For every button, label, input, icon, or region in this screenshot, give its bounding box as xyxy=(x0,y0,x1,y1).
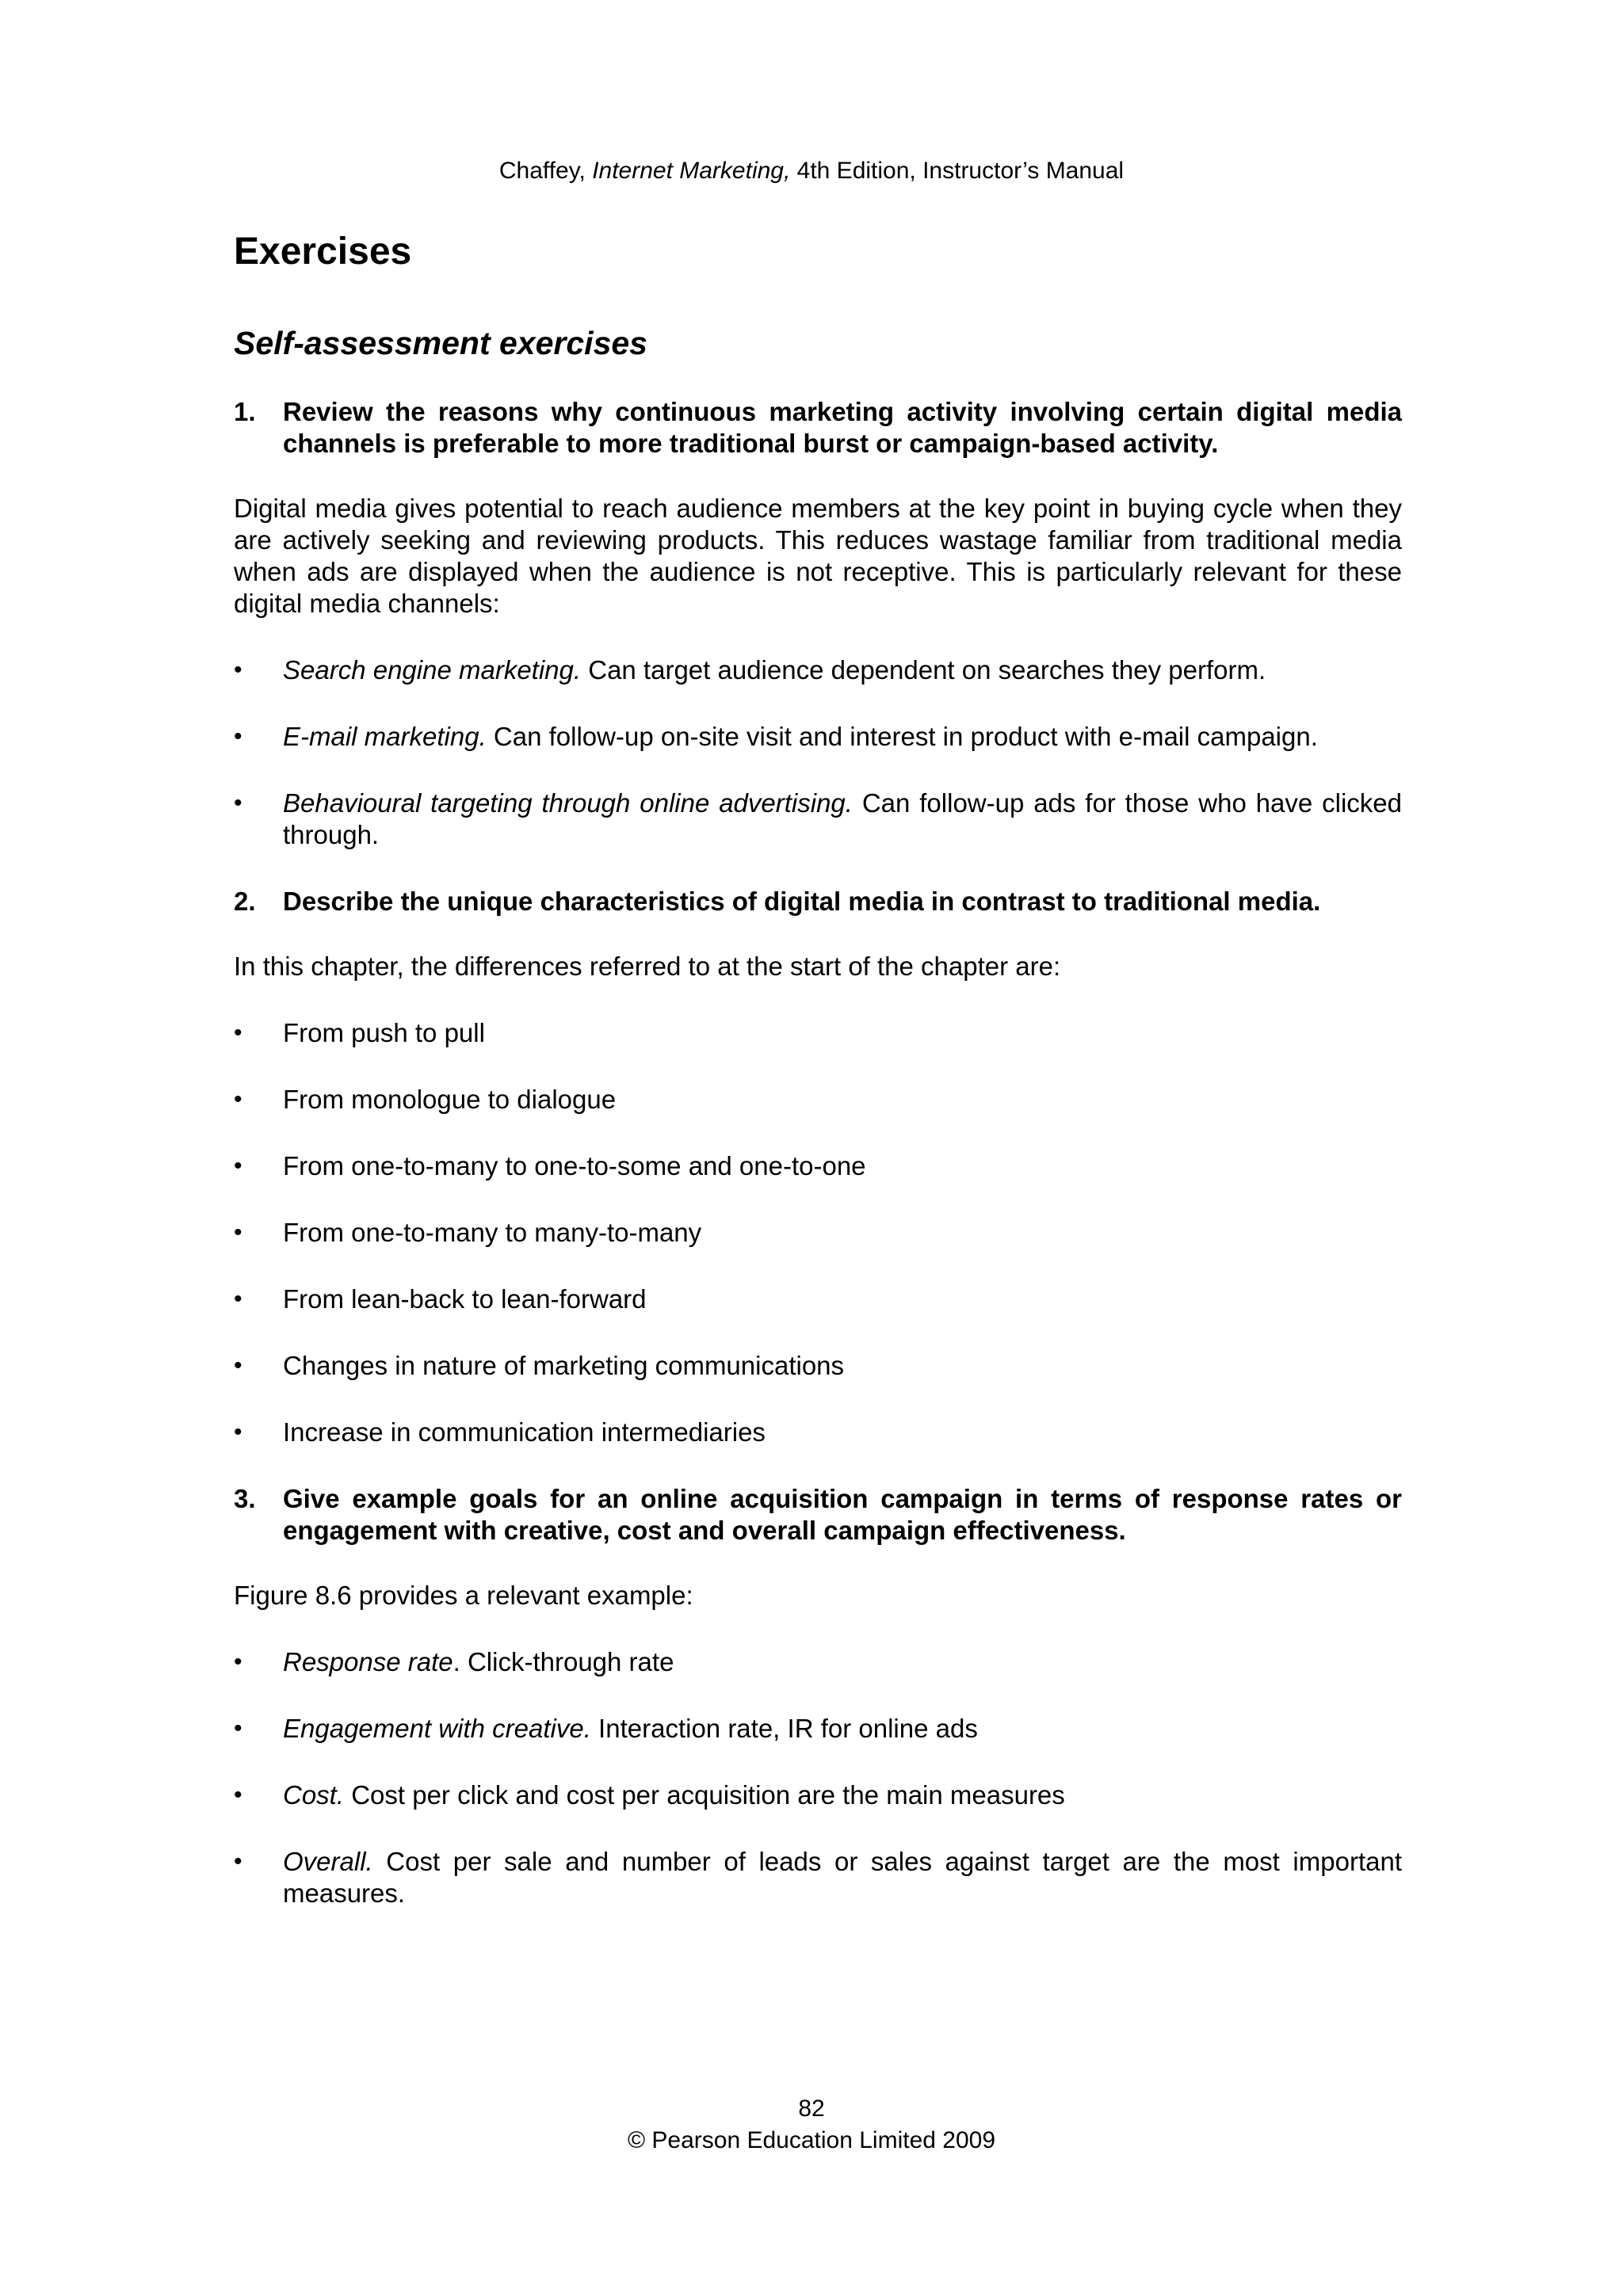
copyright-notice: © Pearson Education Limited 2009 xyxy=(627,2127,996,2153)
bullet-text: From lean-back to lean-forward xyxy=(283,1284,647,1314)
list-item xyxy=(234,721,1402,753)
bullet-text: Increase in communication intermediaries xyxy=(283,1417,766,1447)
list-item xyxy=(234,1017,1402,1049)
section-heading: Exercises xyxy=(234,231,412,273)
header-author: Chaffey, xyxy=(498,158,593,184)
bullet-icon: • xyxy=(234,1020,242,1046)
bullet-term: Overall. xyxy=(283,1847,373,1876)
question-text: Describe the unique characteristics of digital media in contrast to traditional media. xyxy=(283,887,1321,916)
list-item xyxy=(234,1713,1402,1745)
page-footer xyxy=(0,2093,1623,2157)
bullet-term: Search engine marketing. xyxy=(283,655,582,685)
bullet-term: Response rate xyxy=(283,1647,453,1676)
bullet-icon: • xyxy=(234,1352,242,1379)
question-text: Review the reasons why continuous marketing activity involving certain digital media channels is preferable to more traditional burst or campaign-based activity. xyxy=(283,397,1402,458)
answer-paragraph: Figure 8.6 provides a relevant example: xyxy=(234,1581,693,1610)
question-number: 1. xyxy=(234,397,256,426)
bullet-icon: • xyxy=(234,1419,242,1445)
question-1 xyxy=(234,396,1402,460)
list-item xyxy=(234,1150,1402,1182)
bullet-text: From monologue to dialogue xyxy=(283,1085,617,1114)
list-item xyxy=(234,1350,1402,1382)
page-content xyxy=(234,230,1402,1944)
bullet-term: Behavioural targeting through online advertising. xyxy=(283,788,853,818)
bullet-text: Can target audience dependent on searches they perform. xyxy=(581,655,1266,685)
header-book-title: Internet Marketing, xyxy=(592,158,791,184)
list-item xyxy=(234,1846,1402,1909)
question-text: Give example goals for an online acquisition campaign in terms of response rates or engagement with creative, cost and overall campaign effectiveness. xyxy=(283,1484,1402,1545)
bullet-text: . Click-through rate xyxy=(453,1647,674,1676)
bullet-text: Cost per sale and number of leads or sales against target are the most important measures. xyxy=(283,1847,1402,1908)
bullet-icon: • xyxy=(234,723,242,749)
answer-paragraph: In this chapter, the differences referred to at the start of the chapter are: xyxy=(234,952,1061,981)
bullet-icon: • xyxy=(234,1153,242,1179)
bullet-text: Cost per click and cost per acquisition are the main measures xyxy=(344,1780,1065,1810)
bullet-list xyxy=(234,1646,1402,1909)
bullet-icon: • xyxy=(234,1782,242,1808)
bullet-icon: • xyxy=(234,657,242,683)
bullet-term: E-mail marketing. xyxy=(283,722,487,751)
question-number: 2. xyxy=(234,887,256,916)
bullet-text: Interaction rate, IR for online ads xyxy=(590,1714,978,1743)
bullet-icon: • xyxy=(234,790,242,816)
bullet-icon: • xyxy=(234,1086,242,1112)
running-header xyxy=(0,155,1623,187)
list-item xyxy=(234,1283,1402,1315)
bullet-text: Can follow-up on-site visit and interest in product with e-mail campaign. xyxy=(486,722,1318,751)
bullet-text: Changes in nature of marketing communications xyxy=(283,1351,845,1380)
list-item xyxy=(234,1217,1402,1249)
bullet-icon: • xyxy=(234,1848,242,1875)
header-edition: 4th Edition, Instructor’s Manual xyxy=(790,158,1125,184)
list-item xyxy=(234,1779,1402,1811)
bullet-text: From push to pull xyxy=(283,1018,485,1047)
list-item xyxy=(234,1417,1402,1448)
bullet-term: Cost. xyxy=(283,1780,345,1810)
page-number: 82 xyxy=(798,2096,825,2122)
list-item xyxy=(234,1084,1402,1116)
bullet-text: From one-to-many to many-to-many xyxy=(283,1218,702,1247)
question-2 xyxy=(234,886,1402,917)
bullet-list xyxy=(234,654,1402,851)
question-3 xyxy=(234,1483,1402,1547)
list-item xyxy=(234,1646,1402,1678)
question-number: 3. xyxy=(234,1484,256,1513)
bullet-text: From one-to-many to one-to-some and one-to-one xyxy=(283,1151,866,1180)
bullet-icon: • xyxy=(234,1286,242,1312)
subsection-heading: Self-assessment exercises xyxy=(234,325,647,361)
answer-paragraph: Digital media gives potential to reach audience members at the key point in buying cycle when they are actively seeking and reviewing products. This reduces wastage familiar from traditional media when ads are displayed when the audience is not receptive. This is particularly relevant for these digital media channels: xyxy=(234,494,1402,618)
bullet-icon: • xyxy=(234,1649,242,1675)
bullet-term: Engagement with creative. xyxy=(283,1714,591,1743)
bullet-list xyxy=(234,1017,1402,1448)
list-item xyxy=(234,654,1402,686)
bullet-icon: • xyxy=(234,1715,242,1741)
bullet-icon: • xyxy=(234,1219,242,1245)
list-item xyxy=(234,788,1402,851)
bullet-text: Can follow-up ads for those who have clicked through. xyxy=(283,788,1402,849)
